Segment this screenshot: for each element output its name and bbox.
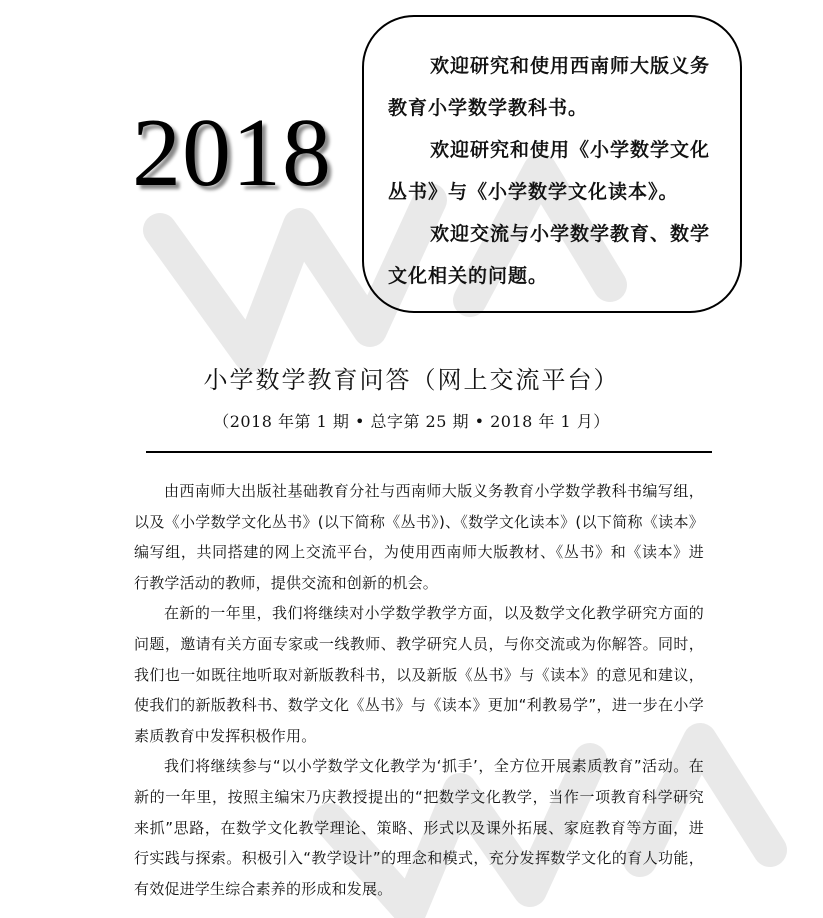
title-divider xyxy=(146,451,712,453)
issue-info: （2018 年第 1 期 • 总字第 25 期 • 2018 年 1 月） xyxy=(213,412,610,431)
welcome-line-2: 欢迎研究和使用《小学数学文化丛书》与《小学数学文化读本》。 xyxy=(388,139,711,203)
body-text xyxy=(134,476,704,904)
welcome-line-3: 欢迎交流与小学数学教育、数学文化相关的问题。 xyxy=(388,223,711,287)
paragraph-new-year: 在新的一年里，我们将继续对小学数学教学方面，以及数学文化教学研究方面的问题，邀请有关方面专家或一线教师、教学研究人员，与你交流或为你解答。同时，我们也一如既往地听取对新版教科书，以及新版《丛书》与《读本》的意见和建议，使我们的新版教科书、数学文化《丛书》与《读本》更加“利教易学”，进一步在小学素质教育中发挥积极作用。 xyxy=(134,604,704,745)
page-title: 小学数学教育问答（网上交流平台） xyxy=(203,366,620,394)
welcome-line-1: 欢迎研究和使用西南师大版义务教育小学数学教科书。 xyxy=(388,55,711,119)
paragraph-intro: 由西南师大出版社基础教育分社与西南师大版义务教育小学数学教科书编写组，以及《小学数学文化丛书》(以下简称《丛书》)、《数学文化读本》(以下简称《读本》编写组，共同搭建的网上交流平台，为使用西南师大版教材、《丛书》和《读本》进行教学活动的教师，提供交流和创新的机会。 xyxy=(134,482,704,592)
paragraph-activities: 我们将继续参与“以小学数学文化教学为‘抓手’，全方位开展素质教育”活动。在新的一年里，按照主编宋乃庆教授提出的“把数学文化教学，当作一项教育科学研究来抓”思路，在数学文化教学理论、策略、形式以及课外拓展、家庭教育等方面，进行实践与探索。积极引入“教学设计”的理念和模式，充分发挥数学文化的育人功能，有效促进学生综合素养的形成和发展。 xyxy=(134,757,704,898)
welcome-callout xyxy=(362,15,742,313)
year-heading: 2018 xyxy=(132,99,332,207)
